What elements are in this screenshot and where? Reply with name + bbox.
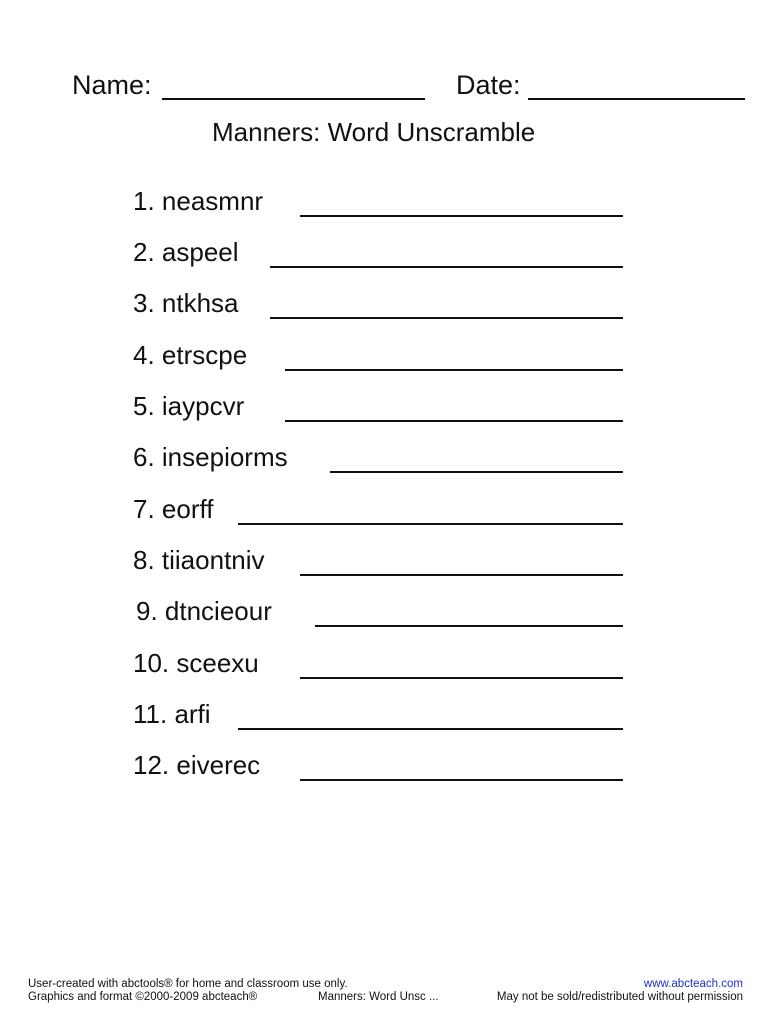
answer-blank[interactable] [270, 295, 623, 319]
answer-blank[interactable] [285, 398, 623, 422]
list-item: 6. insepiorms [133, 442, 288, 472]
footer-usage-note: User-created with abctools® for home and classroom use only. [28, 978, 348, 990]
answer-blank[interactable] [315, 603, 623, 627]
list-item: 10. sceexu [133, 648, 259, 678]
list-item: 5. iaypcvr [133, 391, 245, 421]
answer-blank[interactable] [270, 244, 623, 268]
footer-worksheet-title: Manners: Word Unsc ... [318, 991, 439, 1003]
list-item: 12. eiverec [133, 750, 261, 780]
answer-blank[interactable] [300, 655, 623, 679]
name-label: Name: [72, 70, 152, 100]
footer-copyright: Graphics and format ©2000-2009 abcteach® [28, 991, 258, 1003]
answer-blank[interactable] [238, 706, 623, 730]
list-item: 9. dtncieour [136, 596, 272, 626]
list-item: 7. eorff [133, 494, 214, 524]
answer-blank[interactable] [300, 552, 623, 576]
list-item: 8. tiiaontniv [133, 545, 265, 575]
list-item: 11. arfi [133, 699, 211, 729]
list-item: 2. aspeel [133, 237, 239, 267]
page-title: Manners: Word Unscramble [212, 117, 536, 147]
answer-blank[interactable] [330, 449, 623, 473]
header-line [72, 68, 752, 102]
footer-permission-notice: May not be sold/redistributed without permission [496, 991, 743, 1003]
answer-blank[interactable] [238, 501, 623, 525]
list-item: 3. ntkhsa [133, 288, 239, 318]
footer-site-link[interactable]: www.abcteach.com [643, 978, 743, 990]
answer-blank[interactable] [300, 193, 623, 217]
date-blank-line[interactable] [528, 68, 745, 100]
list-item: 4. etrscpe [133, 340, 248, 370]
list-item: 1. neasmnr [133, 186, 264, 216]
answer-blank[interactable] [300, 757, 623, 781]
answer-blank[interactable] [285, 347, 623, 371]
date-label: Date: [456, 70, 521, 100]
name-blank-line[interactable] [162, 68, 425, 100]
